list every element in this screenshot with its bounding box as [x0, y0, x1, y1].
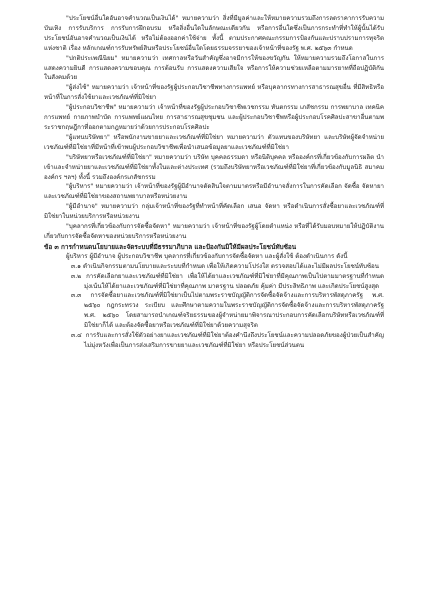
section-3-item: ๓.๑ ดำเนินกิจกรรมตามนโยบายและระบบที่กำหนด เพื่อให้เกิดความโปร่งใส ตรวจสอบได้และไม่มีผลประโยชน์ทับซ้อน	[71, 262, 379, 270]
definition-authority: "ผู้มีอำนาจ" หมายความว่า กลุ่มเจ้าหน้าที่ของรัฐที่ทำหน้าที่คัดเลือก เสนอ จัดหา หรือดำเนินการสั่งซื้อยาและเวชภัณฑ์ที่มิใช่ยาในหน่วยบริการหรือหน่วยงาน	[44, 203, 384, 221]
definition-practitioner: "ผู้ประกอบวิชาชีพ" หมายความว่า เจ้าหน้าที่ของรัฐผู้ประกอบวิชาชีพเวชกรรม ทันตกรรม เภสัชกรรม การพยาบาล เทคนิคการแพทย์ กายภาพบำบัด การแพทย์แผนไทย การสาธารณสุขชุมชน และผู้ประกอบวิชาชีพหรือผู้ประกอบโรคศิลปะสาขาอื่นตามพระราชกฤษฎีกาที่ออกตามกฎหมายว่าด้วยการประกอบโรคศิลปะ	[44, 104, 384, 131]
section-3-item: ๓.๔ การรับและการสั่งใช้ตัวอย่างยาและเวชภัณฑ์ที่มิใช่ยาต้องคำนึงถึงประโยชน์และความปลอดภัยของผู้ป่วยเป็นสำคัญ ไม่มุ่งหวังเพื่อเป็นการส่งเสริมการขายยาและเวชภัณฑ์ที่มิใช่ยา หรือประโยชน์ส่วนตน	[71, 332, 384, 349]
definition-custom: "ปกติประเพณีนิยม" หมายความว่า เทศกาลหรือวันสำคัญซึ่งอาจมีการให้ของขวัญกัน ให้หมายความรวมถึงโอกาสในการแสดงความยินดี การแสดงความขอบคุณ การต้อนรับ การแสดงความเสียใจ หรือการให้ความช่วยเหลือตามมารยาทที่ถือปฏิบัติกันในสังคมด้วย	[44, 54, 384, 82]
definition-executive: "ผู้บริหาร" หมายความว่า เจ้าหน้าที่ของรัฐผู้มีอำนาจตัดสินใจตามมาตรหรือมีอำนาจสั่งการในการคัดเลือก จัดซื้อ จัดหายาและเวชภัณฑ์ที่มิใช่ยาของสถานพยาบาลหรือหน่วยงาน	[44, 183, 384, 201]
definition-procurement-staff: "บุคลากรที่เกี่ยวข้องกับการจัดซื้อจัดหา" หมายความว่า เจ้าหน้าที่ของรัฐผู้โดยตำแหน่ง หรือที่ได้รับมอบหมายให้ปฏิบัติงานเกี่ยวกับการจัดซื้อจัดหาของหน่วยบริการหรือหน่วยงาน	[44, 223, 384, 240]
section-3-heading: ข้อ ๓ การกำหนดนโยบายและจัดระบบที่มีธรรมาภิบาล และป้องกันมิให้มีผลประโยชน์ทับซ้อน	[44, 242, 297, 251]
definition-pharma-company: "บริษัทยาหรือเวชภัณฑ์ที่มิใช่ยา" หมายความว่า บริษัท บุคคลธรรมดา หรือนิติบุคคล หรือองค์กรที่เกี่ยวข้องกับการผลิต นำเข้าและจำหน่ายยาและเวชภัณฑ์ที่มิใช่ยาทั้งในและต่างประเทศ (รวมถึงบริษัทยาหรือเวชภัณฑ์ที่มิใช่ยาที่เกี่ยวข้องกับมูลนิธิ สมาคม องค์กร ฯลฯ) ทั้งนี้ รวมถึงองค์กรเภสัชกรรม	[44, 153, 384, 181]
section-3-item: ๓.๒ การคัดเลือกยาและเวชภัณฑ์ที่มิใช่ยา เพื่อให้ได้ยาและเวชภัณฑ์ที่มิใช่ยาที่มีคุณภาพเป็นไปตามมาตรฐานที่กำหนด มุ่งเน้นให้ได้ยาและเวชภัณฑ์ที่มิใช่ยาที่คุณภาพ มาตรฐาน ปลอดภัย คุ้มค่า มีประสิทธิภาพ และเกิดประโยชน์สูงสุด	[71, 272, 384, 290]
definition-prescriber: "ผู้ส่งไซ้" หมายความว่า เจ้าหน้าที่ของรัฐผู้ประกอบวิชาชีพทางการแพทย์ หรือบุคลากรทางการสาธารณสุขอื่น ที่มีสิทธิหรือหน้าที่ในการสั่งใช้ยาและเวชภัณฑ์ที่มิใช่ยา	[44, 84, 384, 102]
definition-benefit: "ประโยชน์อื่นใดอันอาจคำนวณเป็นเงินได้" หมายความว่า สิ่งที่มีมูลค่าและให้หมายความรวมถึงการลดราคาการรับความบันเทิง การรับบริการ การรับการฝึกอบรม หรือสิ่งอื่นใดในลักษณะเดียวกัน หรือการอื่นใดซึ่งเป็นการกระทำที่ทำให้ผู้นั้นได้รับประโยชน์อันอาจคำนวณเป็นเงินได้ หรือไม่ต้องออกค่าใช้จ่าย ทั้งนี้ ตามประกาศคณะกรรมการป้องกันและปราบปรามการทุจริตแห่งชาติ เรื่อง หลักเกณฑ์การรับทรัพย์สินหรือประโยชน์อื่นใดโดยธรรมจรรยาของเจ้าหน้าที่ของรัฐ พ.ศ. ๒๕๖๓ กำหนด	[44, 15, 384, 52]
section-3-intro: ผู้บริหาร ผู้มีอำนาจ ผู้ประกอบวิชาชีพ บุคลากรที่เกี่ยวข้องกับการจัดซื้อจัดหา และผู้สั่งใช้ ต้องดำเนินการ ดังนี้	[66, 252, 348, 260]
definition-pharma-rep: "ผู้แทนบริษัทยา" หรือพนักงานขายยาและเวชภัณฑ์ที่มิใช่ยา หมายความว่า ตัวแทนของบริษัทยา และบริษัทผู้จัดจำหน่ายเวชภัณฑ์ที่มิใช่ยาที่มีหน้าที่เข้าพบผู้ประกอบวิชาชีพเพื่อนำเสนอข้อมูลยาและเวชภัณฑ์ที่มิใช่ยา	[44, 133, 384, 151]
section-3-item: ๓.๓ การจัดซื้อยาและเวชภัณฑ์ที่มิใช่ยาเป็นไปตามพระราชบัญญัติการจัดซื้อจัดจ้างและการบริหารพัสดุภาครัฐ พ.ศ. ๒๕๖๐ กฎกระทรวง ระเบียบ และศึกษาตามความในพระราชบัญญัติการจัดซื้อจัดจ้างและการบริหารพัสดุภาครัฐ พ.ศ. ๒๕๖๐ โดยสามารถนำเกณฑ์จริยธรรมของผู้จำหน่ายมาพิจารณาประกอบการคัดเลือกบริษัทหรือเวชภัณฑ์ที่มิใช่ยาก็ได้ และต้องจัดซื้อยาหรือเวชภัณฑ์ที่มิใช่ยาด้วยความสุจริต	[71, 292, 384, 330]
